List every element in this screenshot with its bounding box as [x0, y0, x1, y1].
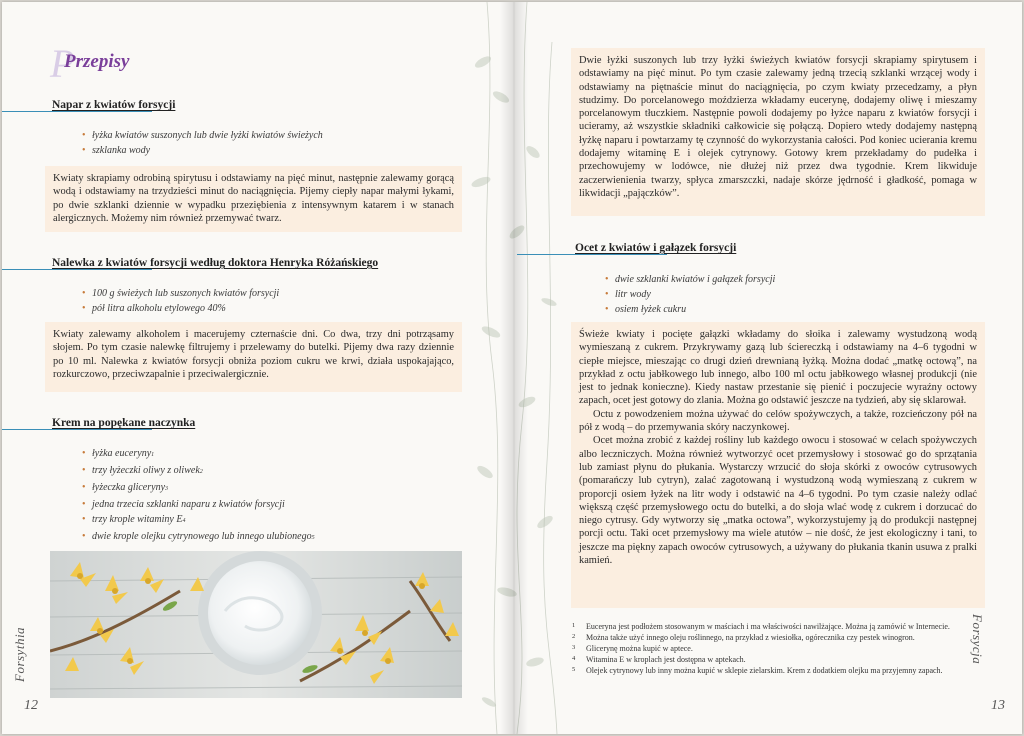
bullet-icon: • [82, 499, 86, 510]
side-title-right: Forsycja [970, 614, 985, 665]
bullet-icon: • [82, 288, 86, 299]
recipe-title-napar: Napar z kwiatów forsycji [52, 99, 176, 111]
ingredient-item: • jedna trzecia szklanki naparu z kwiatów forsycji [82, 499, 285, 510]
ingredient-list-krem [82, 446, 472, 546]
ingredient-item: • litr wody [605, 289, 651, 300]
heading-rule [2, 429, 152, 430]
ingredient-item: • 100 g świeżych lub suszonych kwiatów forsycji [82, 288, 280, 299]
ingredient-list-nalewka [82, 286, 472, 316]
section-title: Przepisy [64, 51, 130, 72]
ingredient-item: • łyżka kwiatów suszonych lub dwie łyżki kwiatów świeżych [82, 130, 323, 141]
bullet-icon: • [605, 274, 609, 285]
footnotes [572, 621, 980, 676]
heading-rule [2, 111, 152, 112]
ingredient-item: • trzy łyżeczki oliwy z oliwek $_2$ [82, 465, 203, 476]
ingredient-list-napar [82, 128, 472, 158]
bullet-icon: • [82, 531, 86, 542]
footnote: 4 Witamina E w kroplach jest dostępna w aptekach. [572, 655, 746, 664]
cream-jar-photo [50, 551, 462, 698]
side-title-left: Forsythia [12, 626, 27, 682]
bullet-icon: • [82, 482, 86, 493]
ingredient-item: • trzy krople witaminy E $_4$ [82, 514, 186, 525]
instructions-box-ocet [571, 322, 985, 608]
ingredient-item: • łyżeczka gliceryny $_3$ [82, 482, 169, 493]
bullet-icon: • [82, 448, 86, 459]
recipe-title-krem: Krem na popękane naczynka [52, 417, 196, 429]
instructions-box-napar [45, 166, 462, 232]
instructions-text: Kwiaty skrapiamy odrobiną spirytusu i odstawiamy na pięć minut, następnie zalewamy gorącą wodą i odstawiamy na trzydzieści minut do naciągnięcia. Pijemy ciepły napar małymi łykami, po dwie szklanki dziennie w wypadku przeziębienia z intensywnym katarem i w stanach alergicznych. Możemy nim również przemywać twarz. [53, 173, 454, 224]
footnote: 5 Olejek cytrynowy lub inny można kupić w sklepie zielarskim. Krem z dodatkiem olejku ma przyjemny zapach. [572, 666, 943, 675]
instructions-paragraph: Octu z powodzeniem można używać do celów spożywczych, a także, rozcieńczony pół na pół z wodą – do przemywania skóry naczynkowej. [579, 408, 977, 434]
bullet-icon: • [605, 304, 609, 315]
footnote: 1 Euceryna jest podłożem stosowanym w maściach i ma właściwości nawilżające. Można ją zamówić w Internecie. [572, 622, 950, 631]
ingredient-item: • dwie szklanki kwiatów i gałązek forsycji [605, 274, 776, 285]
recipe-title-nalewka: Nalewka z kwiatów forsycji według doktora Henryka Różańskiego [52, 257, 379, 269]
instructions-box-krem [571, 48, 985, 216]
bullet-icon: • [82, 465, 86, 476]
bullet-icon: • [605, 289, 609, 300]
bullet-icon: • [82, 145, 86, 156]
ingredient-list-ocet [605, 272, 985, 317]
heading-rule [517, 254, 667, 255]
ingredient-item: • pół litra alkoholu etylowego 40% [82, 303, 226, 314]
left-page [2, 2, 507, 734]
recipe-title-ocet: Ocet z kwiatów i gałązek forsycji [575, 242, 737, 254]
heading-rule [2, 269, 152, 270]
bullet-icon: • [82, 514, 86, 525]
instructions-text: Kwiaty zalewamy alkoholem i macerujemy czternaście dni. Co dwa, trzy dni potrząsamy słojem. Po tym czasie nalewkę filtrujemy i przelewamy do butelki. Pijemy dwa razy dziennie po 10 ml. Nalewka z kwiatów forsycji obniża poziom cukru we krwi, działa uspokajająco, rozkurczowo, przeciwzapalnie i przeciwalergicznie. [53, 329, 454, 380]
bullet-icon: • [82, 130, 86, 141]
ingredient-item: • osiem łyżek cukru [605, 304, 687, 315]
book-spread [2, 2, 1022, 734]
bullet-icon: • [82, 303, 86, 314]
ingredient-item: • szklanka wody [82, 145, 151, 156]
ingredient-item: • łyżka euceryny $_1$ [82, 448, 155, 459]
instructions-paragraph: Ocet można zrobić z każdej rośliny lub każdego owocu i stosować w celach spożywczych albo leczniczych. Można również wytworzyć ocet przemysłowy i stosować go do sprzątania lub zamiast płynu do płukania. Wystarczy wrzucić do słoja skórki z owoców cytrusowych (pomarańczy lub cytryn), zalać zagotowaną i wystudzoną wodą wymieszaną z cukrem w proporcji osiem łyżek na litr wody i odstawić na 4–6 tygodni. Po tym czasie należy odlać większą część przemysłowego octu do butelki, a do słoja wlać wodę z cukrem i dorzucać do niego cytrusy. Gdy wytworzy się „matka octowa”, wykorzystujemy ją do produkcji następnej porcji octu. Taki ocet przemysłowy ma wiele atutów – nie dość, że jest ekologiczny i tani, to jeszcze ma piękny zapach owoców cytrusowych, a używany do płukania tkanin usuwa z pralki kamień. [579, 435, 977, 567]
page-number-left: 12 [24, 698, 38, 713]
footnote: 3 Glicerynę można kupić w aptece. [572, 644, 693, 653]
footnote: 2 Można także użyć innego oleju roślinnego, na przykład z wiesiołka, ogórecznika czy pestek winogron. [572, 633, 915, 642]
page-number-right: 13 [991, 698, 1005, 713]
instructions-text: Dwie łyżki suszonych lub trzy łyżki świeżych kwiatów forsycji skrapiamy spirytusem i odstawiamy na pięć minut. Po tym czasie zalewamy jedną trzecią szklanki wrzącej wody i odstawiamy na piętnaście minut do naciągnięcia, po czym kwiaty przecedzamy, a płyn studzimy. Do porcelanowego moździerza wkładamy eucerynę, dodajemy oliwę i mieszamy porcelanowym tłuczkiem. Następnie powoli dodajemy po łyżce naparu z kwiatów forsycji i ucieramy, aż wszystkie składniki całkowicie się połączą. Dopiero wtedy dodajemy następną łyżkę naparu i powtarzamy tę czynność do wykorzystania całości. Pod koniec ucierania kremu dodajemy witaminę E i olejek cytrynowy. Gotowy krem przekładamy do pudełka i przechowujemy w lodówce, nie dłużej niż przez dwa tygodnie. Krem likwiduje zaczerwienienia twarzy, spłyca zmarszczki, nadaje skórze jędrność i gładkość, pomaga w likwidacji „pajączków”. [579, 55, 977, 199]
instructions-paragraph: Świeże kwiaty i pocięte gałązki wkładamy do słoika i zalewamy wystudzoną wodą wymieszaną z cukrem. Przykrywamy gazą lub ściereczką i odstawiamy na 4–6 tygodni w ciepłe miejsce, mieszając co drugi dzień drewnianą łyżką. Można dodać „matkę octową”, na przykład z octu jabłkowego lub innego, albo 100 ml octu jabłkowego własnej produkcji (nie jest to jednak konieczne). Kiedy nastaw przestanie się pienić i poczujecie wyraźny octowy zapach, ocet jest gotowy do zlania. Można go odstawić jeszcze na tydzień, aby się sklarował. [579, 329, 977, 407]
instructions-box-nalewka [45, 322, 462, 392]
ingredient-item: • dwie krople olejku cytrynowego lub innego ulubionego $_5$ [82, 531, 315, 542]
decorative-initial: P [50, 41, 75, 86]
